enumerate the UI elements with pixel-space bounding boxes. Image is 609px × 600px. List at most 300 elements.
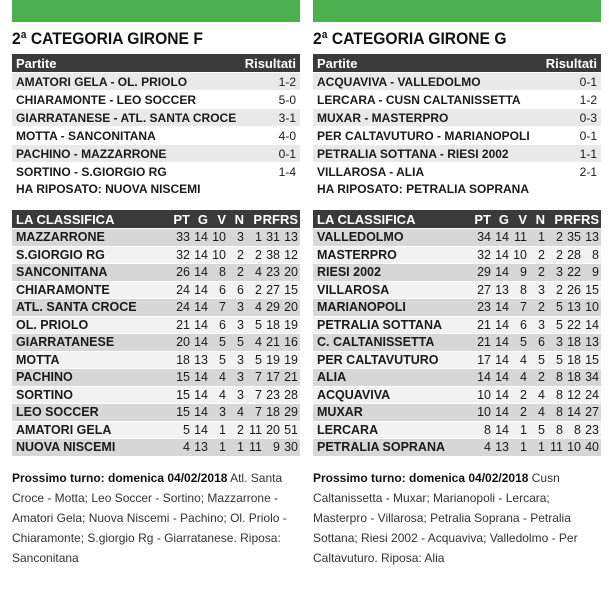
stat-v: 3 — [219, 405, 226, 420]
standings-row — [313, 264, 601, 281]
team-name: AMATORI GELA — [16, 422, 112, 437]
standings-row — [313, 369, 601, 386]
standings-table — [12, 210, 300, 456]
stat-g: 14 — [194, 422, 208, 437]
stat-pt: 15 — [176, 387, 190, 402]
stat-g: 14 — [194, 282, 208, 297]
stat-g: 14 — [495, 335, 509, 350]
stat-rs: 15 — [585, 282, 599, 297]
stat-n: 2 — [538, 300, 545, 315]
green-header-bar-right — [313, 0, 601, 22]
stat-rf: 22 — [567, 265, 581, 280]
stat-g: 14 — [495, 300, 509, 315]
match-row — [313, 91, 601, 108]
team-name: VILLAROSA — [317, 282, 390, 297]
team-name: PER CALTAVUTURO — [317, 352, 439, 367]
match-teams: AMATORI GELA - OL. PRIOLO — [16, 74, 188, 89]
stat-n: 5 — [237, 335, 244, 350]
standings-row — [313, 317, 601, 334]
match-result: 0-1 — [579, 74, 597, 89]
standings-row — [313, 387, 601, 404]
match-row — [12, 91, 300, 108]
stat-rs: 27 — [585, 405, 599, 420]
match-row — [313, 163, 601, 180]
stat-rs: 21 — [284, 370, 298, 385]
standings-row — [313, 299, 601, 316]
stat-pt: 33 — [176, 230, 190, 245]
stat-v: 8 — [219, 265, 226, 280]
col-header-n: N — [234, 211, 244, 227]
match-result: 4-0 — [278, 128, 296, 143]
match-row — [12, 73, 300, 90]
stat-p: 11 — [550, 440, 563, 455]
stat-g: 14 — [495, 387, 509, 402]
stat-p: 8 — [556, 370, 563, 385]
standings-table — [313, 210, 601, 456]
stat-rs: 13 — [585, 335, 599, 350]
stat-p: 11 — [249, 422, 262, 437]
standings-title: LA CLASSIFICA — [16, 211, 115, 227]
stat-p: 7 — [255, 370, 262, 385]
matches-header — [12, 54, 300, 72]
stat-g: 14 — [194, 265, 208, 280]
match-teams: GIARRATANESE - ATL. SANTA CROCE — [16, 110, 237, 125]
stat-v: 1 — [219, 422, 226, 437]
stat-n: 5 — [538, 422, 545, 437]
stat-v: 4 — [219, 387, 226, 402]
standings-row — [12, 387, 300, 404]
stat-v: 4 — [520, 352, 527, 367]
col-header-v: V — [518, 211, 527, 227]
stat-n: 3 — [538, 282, 545, 297]
team-name: CHIARAMONTE — [16, 282, 110, 297]
stat-rf: 23 — [266, 387, 280, 402]
stat-rs: 23 — [585, 422, 599, 437]
stat-g: 13 — [194, 440, 208, 455]
stat-rs: 12 — [284, 247, 298, 262]
stat-v: 4 — [520, 370, 527, 385]
stat-p: 5 — [255, 317, 262, 332]
stat-rf: 29 — [266, 300, 280, 315]
team-name: PETRALIA SOTTANA — [317, 317, 442, 332]
matches-header-label: Partite — [317, 55, 358, 71]
stat-v: 10 — [212, 230, 226, 245]
stat-g: 14 — [495, 265, 509, 280]
standings-row — [12, 247, 300, 264]
match-teams: PER CALTAVUTURO - MARIANOPOLI — [317, 128, 530, 143]
stat-p: 8 — [556, 405, 563, 420]
match-result: 0-1 — [278, 146, 296, 161]
stat-v: 7 — [219, 300, 226, 315]
stat-rf: 27 — [266, 282, 280, 297]
stat-pt: 21 — [176, 317, 190, 332]
team-name: MASTERPRO — [317, 247, 397, 262]
stat-g: 14 — [194, 230, 208, 245]
stat-g: 14 — [194, 370, 208, 385]
team-name: ALIA — [317, 370, 347, 385]
col-header-g: G — [197, 211, 208, 227]
stat-p: 2 — [255, 282, 262, 297]
stat-n: 5 — [538, 352, 545, 367]
standings-title: LA CLASSIFICA — [317, 211, 416, 227]
stat-rf: 14 — [567, 405, 581, 420]
next-round-fixtures: Atl. Santa Croce - Motta; Leo Soccer - Sortino; Mazzarrone - Amatori Gela; Nuova Niscemi - Pachino; Ol. Priolo - Chiaramonte; S.giorgio Rg - Giarratanese. Riposa: Sanconitana — [12, 470, 287, 565]
match-teams: VILLAROSA - ALIA — [317, 164, 425, 179]
stat-v: 1 — [520, 440, 527, 455]
next-round-label: Prossimo turno: domenica 04/02/2018 — [12, 470, 228, 485]
standings-row — [12, 404, 300, 421]
stat-g: 13 — [194, 352, 208, 367]
standings-header — [313, 210, 601, 228]
standings-row — [313, 334, 601, 351]
stat-p: 1 — [255, 230, 262, 245]
stat-rs: 8 — [592, 247, 599, 262]
stat-rs: 34 — [585, 370, 599, 385]
match-teams: SORTINO - S.GIORGIO RG — [16, 164, 167, 179]
stat-v: 11 — [514, 230, 527, 245]
stat-rs: 20 — [284, 265, 298, 280]
team-name: ATL. SANTA CROCE — [16, 300, 137, 315]
stat-rf: 26 — [567, 282, 581, 297]
stat-n: 1 — [237, 440, 244, 455]
stat-n: 6 — [538, 335, 545, 350]
stat-p: 2 — [556, 230, 563, 245]
stat-n: 4 — [538, 387, 545, 402]
standings-row — [313, 439, 601, 456]
stat-p: 5 — [556, 317, 563, 332]
match-row — [313, 73, 601, 90]
stat-n: 2 — [237, 265, 244, 280]
stat-g: 14 — [194, 300, 208, 315]
match-row — [12, 145, 300, 162]
stat-rf: 8 — [574, 422, 581, 437]
next-round-fixtures: Cusn Caltanissetta - Muxar; Marianopoli - Lercara; Masterpro - Villarosa; Petralia Soprana - Petralia Sottana; Riesi 2002 - Acquaviva; Valledolmo - Per Caltavuturo. Riposa: Alia — [313, 470, 578, 565]
stat-rf: 35 — [567, 230, 581, 245]
stat-rf: 18 — [266, 317, 280, 332]
stat-p: 5 — [556, 352, 563, 367]
team-name: RIESI 2002 — [317, 265, 381, 280]
team-name: MAZZARRONE — [16, 230, 105, 245]
team-name: C. CALTANISSETTA — [317, 335, 435, 350]
stat-pt: 20 — [176, 335, 190, 350]
stat-rs: 13 — [585, 230, 599, 245]
standings-row — [313, 247, 601, 264]
team-name: MOTTA — [16, 352, 60, 367]
stat-p: 3 — [556, 335, 563, 350]
stat-v: 6 — [520, 317, 527, 332]
col-header-g: G — [498, 211, 509, 227]
standings-row — [12, 299, 300, 316]
team-name: LERCARA — [317, 422, 379, 437]
team-name: VALLEDOLMO — [317, 230, 404, 245]
stat-rf: 18 — [567, 335, 581, 350]
team-name: MUXAR — [317, 405, 363, 420]
team-name: S.GIORGIO RG — [16, 247, 105, 262]
stat-p: 7 — [255, 405, 262, 420]
match-result: 1-1 — [579, 146, 597, 161]
col-header-pt: PT — [173, 211, 190, 227]
stat-v: 6 — [219, 282, 226, 297]
stat-pt: 23 — [477, 300, 491, 315]
standings-header — [12, 210, 300, 228]
stat-rs: 15 — [284, 282, 298, 297]
stat-g: 14 — [495, 405, 509, 420]
stat-p: 2 — [556, 247, 563, 262]
stat-rs: 19 — [284, 317, 298, 332]
stat-n: 3 — [237, 352, 244, 367]
standings-row — [12, 334, 300, 351]
stat-p: 11 — [249, 440, 262, 455]
stat-rf: 18 — [567, 370, 581, 385]
stat-n: 3 — [237, 387, 244, 402]
stat-pt: 27 — [477, 282, 491, 297]
team-name: GIARRATANESE — [16, 335, 115, 350]
match-result: 2-1 — [579, 164, 597, 179]
stat-pt: 15 — [176, 405, 190, 420]
standings-row — [12, 352, 300, 369]
stat-g: 14 — [194, 387, 208, 402]
col-header-n: N — [535, 211, 545, 227]
stat-n: 3 — [237, 370, 244, 385]
section-title: 2ª CATEGORIA GIRONE G — [313, 29, 507, 48]
stat-rf: 20 — [266, 422, 280, 437]
stat-rf: 12 — [567, 387, 581, 402]
stat-g: 14 — [495, 317, 509, 332]
stat-v: 6 — [219, 317, 226, 332]
stat-n: 2 — [237, 247, 244, 262]
stat-rs: 19 — [284, 352, 298, 367]
stat-p: 5 — [255, 352, 262, 367]
stat-v: 1 — [219, 440, 226, 455]
stat-rs: 28 — [284, 387, 298, 402]
team-name: ACQUAVIVA — [317, 387, 391, 402]
stat-v: 5 — [520, 335, 527, 350]
match-result: 1-4 — [278, 164, 296, 179]
match-teams: MOTTA - SANCONITANA — [16, 128, 156, 143]
stat-v: 5 — [219, 335, 226, 350]
stat-pt: 18 — [176, 352, 190, 367]
stat-n: 2 — [237, 422, 244, 437]
stat-v: 8 — [520, 282, 527, 297]
matches-header — [313, 54, 601, 72]
team-name: SORTINO — [16, 387, 73, 402]
stat-pt: 32 — [176, 247, 190, 262]
stat-g: 14 — [194, 247, 208, 262]
stat-rf: 21 — [266, 335, 280, 350]
stat-n: 3 — [237, 230, 244, 245]
col-header-rf: RF — [262, 211, 280, 227]
stat-v: 5 — [219, 352, 226, 367]
stat-g: 14 — [495, 230, 509, 245]
stat-rf: 9 — [273, 440, 280, 455]
stat-rs: 30 — [284, 440, 298, 455]
stat-g: 13 — [495, 282, 509, 297]
stat-rf: 38 — [266, 247, 280, 262]
standings-row — [12, 264, 300, 281]
stat-g: 14 — [194, 335, 208, 350]
stat-pt: 14 — [477, 370, 491, 385]
stat-rs: 40 — [585, 440, 599, 455]
match-teams: PETRALIA SOTTANA - RIESI 2002 — [317, 146, 509, 161]
stat-rs: 24 — [585, 387, 599, 402]
stat-p: 2 — [255, 247, 262, 262]
stat-rs: 20 — [284, 300, 298, 315]
standings-row — [313, 282, 601, 299]
stat-n: 3 — [237, 300, 244, 315]
stat-p: 4 — [255, 300, 262, 315]
standings-row — [313, 229, 601, 246]
stat-rs: 13 — [284, 230, 298, 245]
stat-rs: 51 — [284, 422, 298, 437]
stat-p: 3 — [556, 265, 563, 280]
match-teams: CHIARAMONTE - LEO SOCCER — [16, 92, 196, 107]
stat-g: 14 — [495, 352, 509, 367]
team-name: SANCONITANA — [16, 265, 108, 280]
match-row — [12, 127, 300, 144]
team-name: LEO SOCCER — [16, 405, 99, 420]
match-teams: PACHINO - MAZZARRONE — [16, 146, 167, 161]
standings-row — [12, 229, 300, 246]
col-header-rf: RF — [563, 211, 581, 227]
stat-p: 4 — [255, 335, 262, 350]
match-teams: LERCARA - CUSN CALTANISSETTA — [317, 92, 521, 107]
match-result: 5-0 — [278, 92, 296, 107]
stat-pt: 8 — [484, 422, 491, 437]
stat-v: 2 — [520, 387, 527, 402]
stat-rf: 31 — [266, 230, 280, 245]
col-header-pt: PT — [474, 211, 491, 227]
match-teams: MUXAR - MASTERPRO — [317, 110, 449, 125]
stat-n: 3 — [237, 317, 244, 332]
stat-p: 8 — [556, 387, 563, 402]
stat-v: 1 — [520, 422, 527, 437]
stat-pt: 15 — [176, 370, 190, 385]
stat-pt: 34 — [477, 230, 491, 245]
stat-p: 5 — [556, 300, 563, 315]
stat-p: 2 — [556, 282, 563, 297]
match-result: 0-1 — [579, 128, 597, 143]
girone-g-column — [313, 28, 601, 568]
stat-pt: 21 — [477, 317, 491, 332]
team-name: NUOVA NISCEMI — [16, 440, 116, 455]
rest-team-note: HA RIPOSATO: NUOVA NISCEMI — [16, 182, 201, 196]
stat-rf: 17 — [266, 370, 280, 385]
stat-pt: 32 — [477, 247, 491, 262]
results-header-label: Risultati — [545, 55, 597, 71]
section-title: 2ª CATEGORIA GIRONE F — [12, 29, 203, 48]
matches-header-label: Partite — [16, 55, 57, 71]
match-result: 1-2 — [579, 92, 597, 107]
girone-f-column — [12, 28, 300, 568]
stat-n: 1 — [538, 230, 545, 245]
stat-rf: 13 — [567, 300, 581, 315]
stat-n: 2 — [538, 370, 545, 385]
match-row — [313, 145, 601, 162]
rest-team-note: HA RIPOSATO: PETRALIA SOPRANA — [317, 182, 530, 196]
stat-v: 10 — [513, 247, 527, 262]
col-header-p: P — [554, 211, 563, 227]
standings-row — [313, 352, 601, 369]
stat-n: 4 — [538, 405, 545, 420]
stat-g: 14 — [495, 247, 509, 262]
match-row — [313, 127, 601, 144]
team-name: OL. PRIOLO — [16, 317, 89, 332]
next-round-label: Prossimo turno: domenica 04/02/2018 — [313, 470, 529, 485]
col-header-rs: RS — [581, 211, 600, 227]
stat-rs: 29 — [284, 405, 298, 420]
stat-pt: 24 — [176, 300, 190, 315]
standings-row — [12, 282, 300, 299]
stat-p: 7 — [255, 387, 262, 402]
stat-g: 14 — [194, 405, 208, 420]
match-result: 0-3 — [579, 110, 597, 125]
stat-n: 2 — [538, 247, 545, 262]
stat-pt: 5 — [183, 422, 190, 437]
stat-rf: 28 — [567, 247, 581, 262]
stat-pt: 4 — [484, 440, 491, 455]
stat-pt: 10 — [477, 387, 491, 402]
team-name: PETRALIA SOPRANA — [317, 440, 446, 455]
stat-g: 14 — [194, 317, 208, 332]
stat-rf: 22 — [567, 317, 581, 332]
green-header-bar-left — [12, 0, 300, 22]
standings-row — [12, 369, 300, 386]
match-row — [313, 109, 601, 126]
stat-rf: 10 — [567, 440, 581, 455]
stat-g: 13 — [495, 440, 509, 455]
stat-rs: 14 — [585, 317, 599, 332]
stat-rs: 10 — [585, 300, 599, 315]
stat-g: 14 — [495, 370, 509, 385]
team-name: PACHINO — [16, 370, 73, 385]
match-result: 3-1 — [278, 110, 296, 125]
stat-pt: 24 — [176, 282, 190, 297]
stat-p: 4 — [255, 265, 262, 280]
stat-v: 10 — [212, 247, 226, 262]
match-row — [12, 163, 300, 180]
stat-pt: 17 — [477, 352, 491, 367]
next-round-text — [313, 468, 601, 568]
standings-row — [313, 404, 601, 421]
stat-p: 8 — [556, 422, 563, 437]
stat-n: 6 — [237, 282, 244, 297]
stat-v: 7 — [520, 300, 527, 315]
col-header-rs: RS — [280, 211, 299, 227]
stat-pt: 26 — [176, 265, 190, 280]
stat-v: 4 — [219, 370, 226, 385]
col-header-v: V — [217, 211, 226, 227]
stat-rs: 16 — [284, 335, 298, 350]
standings-row — [12, 422, 300, 439]
stat-pt: 10 — [477, 405, 491, 420]
stat-rf: 18 — [567, 352, 581, 367]
stat-rf: 18 — [266, 405, 280, 420]
match-row — [12, 109, 300, 126]
stat-n: 4 — [237, 405, 244, 420]
standings-row — [12, 439, 300, 456]
next-round-text — [12, 468, 300, 568]
stat-rs: 9 — [592, 265, 599, 280]
standings-row — [313, 422, 601, 439]
match-teams: ACQUAVIVA - VALLEDOLMO — [317, 74, 481, 89]
stat-n: 3 — [538, 317, 545, 332]
stat-v: 9 — [520, 265, 527, 280]
stat-n: 2 — [538, 265, 545, 280]
stat-n: 1 — [538, 440, 545, 455]
stat-rs: 15 — [585, 352, 599, 367]
stat-v: 2 — [520, 405, 527, 420]
stat-pt: 29 — [477, 265, 491, 280]
